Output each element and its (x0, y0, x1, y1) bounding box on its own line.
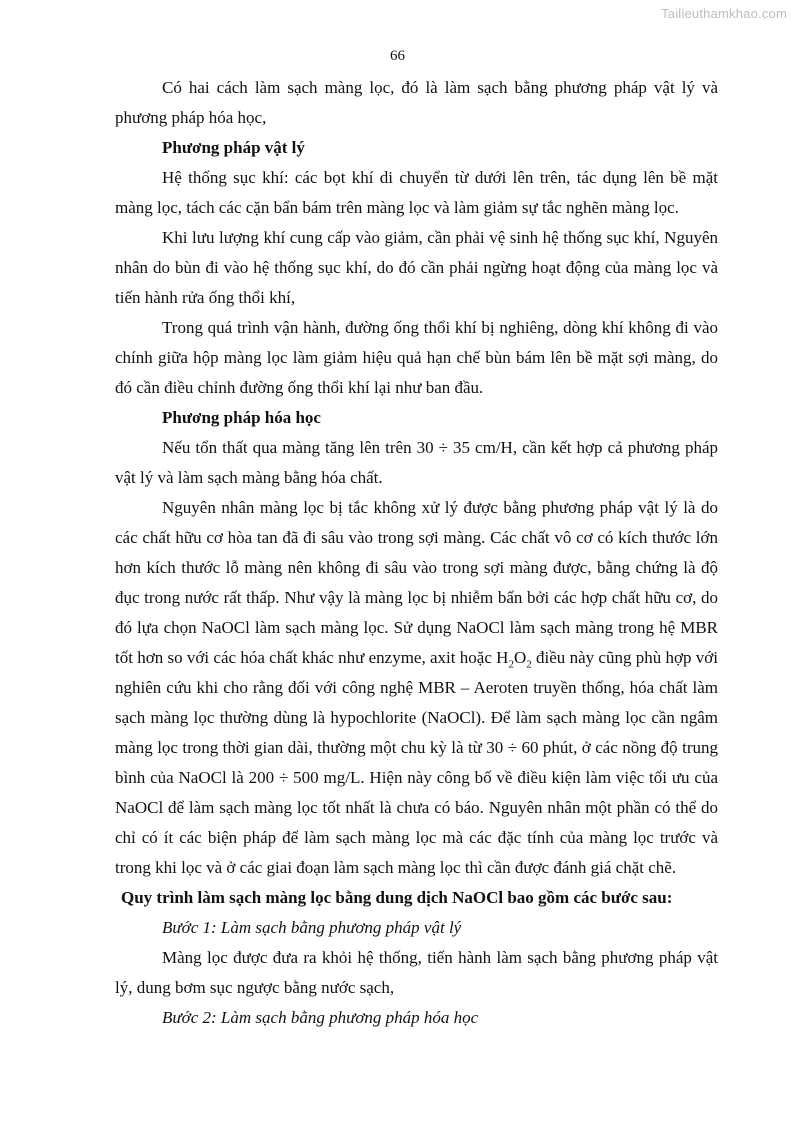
step-1-title: Bước 1: Làm sạch bằng phương pháp vật lý (162, 918, 462, 937)
procedure-heading: Quy trình làm sạch màng lọc bằng dung dịch NaOCl bao gồm các bước sau: (121, 888, 673, 907)
chemical-method-heading: Phương pháp hóa học (162, 408, 321, 427)
physical-paragraph-2: Khi lưu lượng khí cung cấp vào giảm, cần phải vệ sinh hệ thống sục khí, Nguyên nhân do bùn đi vào hệ thống sục khí, do đó cần phải ngừng hoạt động của màng lọc và tiến hành rửa ống thổi khí, (115, 228, 718, 307)
chemical-p2-part-b: O (513, 648, 527, 667)
document-body (115, 73, 718, 1033)
physical-paragraph-1: Hệ thống sục khí: các bọt khí di chuyển từ dưới lên trên, tác dụng lên bề mặt màng lọc, tách các cặn bẩn bám trên màng lọc và làm giảm sự tắc nghẽn màng lọc. (115, 168, 718, 217)
watermark: Tailieuthamkhao.com (661, 6, 787, 21)
step-2-title: Bước 2: Làm sạch bằng phương pháp hóa học (162, 1008, 479, 1027)
chemical-p2-part-a: Nguyên nhân màng lọc bị tắc không xử lý được bằng phương pháp vật lý là do các chất hữu cơ hòa tan đã đi sâu vào trong sợi màng. Các chất vô cơ có kích thước lớn hơn kích thước lỗ màng nên không đi sâu vào trong sợi màng được, bằng chứng là độ đục trong nước rất thấp. Như vậy là màng lọc bị nhiễm bẩn bởi các hợp chất hữu cơ, do đó lựa chọn NaOCl làm sạch màng lọc. Sử dụng NaOCl làm sạch màng trong hệ MBR tốt hơn so với các hóa chất khác như enzyme, axit hoặc H (115, 498, 718, 667)
intro-paragraph: Có hai cách làm sạch màng lọc, đó là làm sạch bằng phương pháp vật lý và phương pháp hóa học, (115, 78, 718, 127)
chemical-p2-part-c: điều này cũng phù hợp với nghiên cứu khi cho rằng đối với công nghệ MBR – Aeroten truyền thống, hóa chất làm sạch màng lọc thường dùng là hypochlorite (NaOCl). Để làm sạch màng lọc cần ngâm màng lọc trong thời gian dài, thường một chu kỳ là từ 30 ÷ 60 phút, ở các nồng độ trung bình của NaOCl là 200 ÷ 500 mg/L. Hiện này công bố về điều kiện làm việc tối ưu của NaOCl để làm sạch màng lọc tốt nhất là chưa có báo. Nguyên nhân một phần có thể do chỉ có ít các biện pháp để làm sạch màng lọc mà các đặc tính của màng lọc trước và trong khi lọc và ở các giai đoạn làm sạch màng lọc thì cần được đánh giá chặt chẽ. (115, 648, 718, 877)
physical-method-heading: Phương pháp vật lý (162, 138, 305, 157)
chemical-paragraph-1: Nếu tổn thất qua màng tăng lên trên 30 ÷ 35 cm/H, cần kết hợp cả phương pháp vật lý và làm sạch màng bằng hóa chất. (115, 438, 718, 487)
physical-paragraph-3: Trong quá trình vận hành, đường ống thổi khí bị nghiêng, dòng khí không đi vào chính giữa hộp màng lọc làm giảm hiệu quả hạn chế bùn bám lên bề mặt sợi màng, do đó cần điều chỉnh đường ống thổi khí lại như ban đầu. (115, 318, 718, 397)
step-1-text: Màng lọc được đưa ra khỏi hệ thống, tiến hành làm sạch bằng phương pháp vật lý, dung bơm sục ngược bằng nước sạch, (115, 948, 718, 997)
chemical-paragraph-2 (115, 493, 718, 883)
subscript-2a: 2 (508, 658, 514, 671)
subscript-2b: 2 (526, 658, 532, 671)
page-number: 66 (390, 48, 405, 64)
